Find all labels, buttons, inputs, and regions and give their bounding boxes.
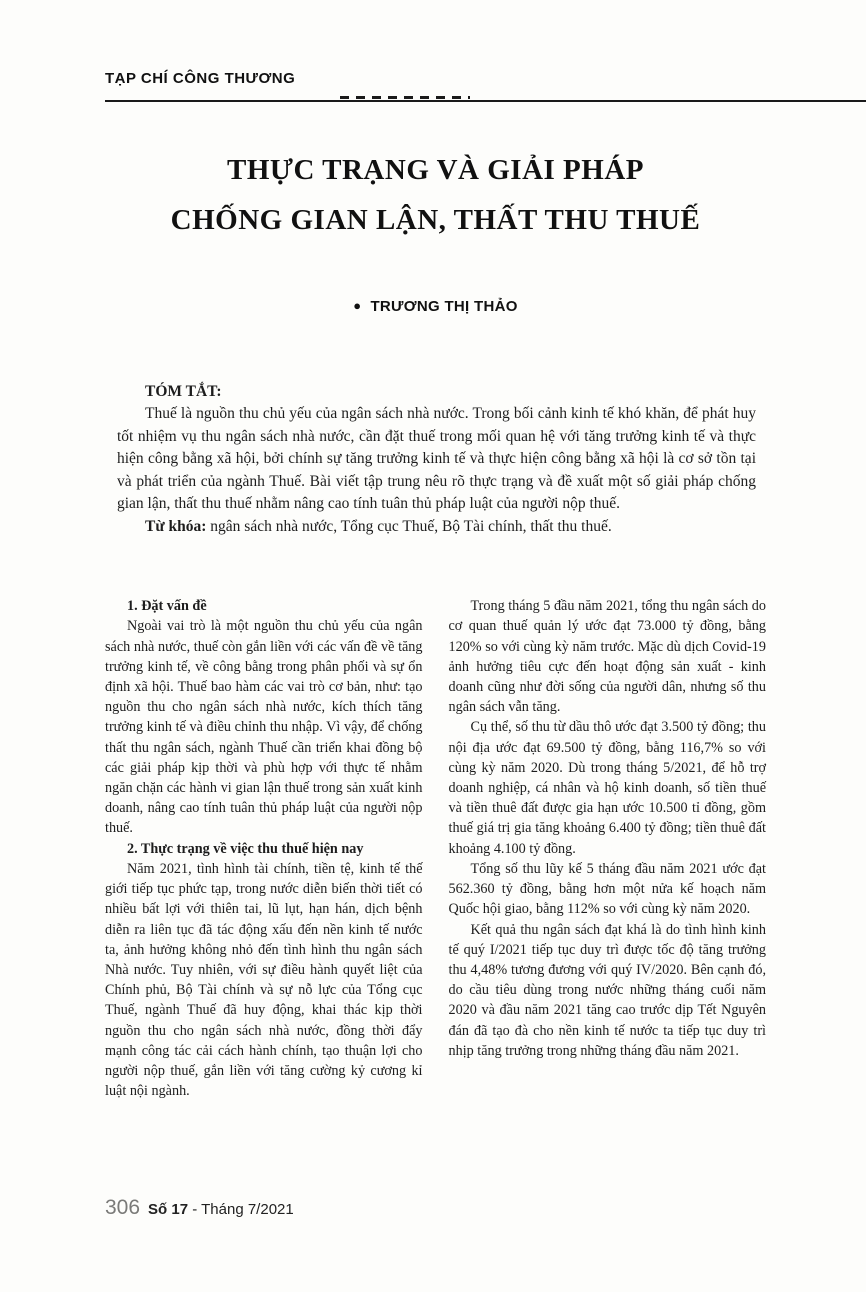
keywords-text: ngân sách nhà nước, Tổng cục Thuế, Bộ Tài chính, thất thu thuế. <box>206 517 612 535</box>
author-bullet-icon: ● <box>353 297 362 313</box>
column-right <box>449 596 767 1101</box>
article-title-line1: THỰC TRẠNG VÀ GIẢI PHÁP <box>227 154 644 186</box>
journal-masthead: TẠP CHÍ CÔNG THƯƠNG <box>105 70 296 87</box>
section-2-heading: 2. Thực trạng về việc thu thuế hiện nay <box>127 840 364 857</box>
section-2-paragraph-3: Cụ thể, số thu từ dầu thô ước đạt 3.500 tỷ đồng; thu nội địa ước đạt 69.500 tỷ đồng, bằng 116,7% so với cùng kỳ năm 2020. Dù trong tháng 5/2021, để hỗ trợ doanh nghiệp, cá nhân và hộ kinh doanh, số tiền thuế và tiền thuê đất được gia hạn ước 10.500 tỉ đồng, gồm thuế giá trị gia tăng khoảng 6.400 tỷ đồng; tiền thuê đất khoảng 4.100 tỷ đồng. <box>448 719 766 857</box>
article-title-line2: CHỐNG GIAN LẬN, THẤT THU THUẾ <box>170 203 701 236</box>
keywords-line <box>117 516 756 539</box>
section-2-paragraph-1: Năm 2021, tình hình tài chính, tiền tệ, kinh tế thế giới tiếp tục phức tạp, trong nước diễn biến thời tiết có nhiều bất lợi với thiên tai, lũ lụt, hạn hán, dịch bệnh diễn ra liên tục đã tác động xấu đến nền kinh tế nước ta, ảnh hưởng không nhỏ đến tình hình thu ngân sách Nhà nước. Tuy nhiên, với sự điều hành quyết liệt của Chính phủ, Bộ Tài chính và sự nỗ lực của Tổng cục Thuế, ngành Thuế đã huy động, khai thác kịp thời nguồn thu cho ngân sách nhà nước, đồng thời đẩy mạnh công tác cải cách hành chính, tạo thuận lợi cho người nộp thuế, gắn liền với tăng cường kỷ cương kỉ luật nội ngành. <box>105 860 423 1100</box>
header-rule-line <box>105 100 866 102</box>
issue-label: Số 17 <box>148 1201 189 1218</box>
author-line <box>105 298 766 315</box>
page-number: 306 <box>105 1196 141 1219</box>
page-footer <box>105 1196 294 1220</box>
section-2-paragraph-5: Kết quả thu ngân sách đạt khá là do tình hình kinh tế quý I/2021 tiếp tục duy trì được tốc độ tăng trưởng thu 4,48% tương đương với quý IV/2020. Bên cạnh đó, do cầu tiêu dùng trong nước những tháng cuối năm 2020 và đầu năm 2021 tăng cao trước dịp Tết Nguyên đán đã tạo đà cho nền kinh tế nước ta tiếp tục duy trì nhịp tăng trưởng trong những tháng đầu năm 2021. <box>448 921 766 1059</box>
header-rule <box>105 96 866 102</box>
header-rule-dashes <box>340 96 470 99</box>
article-body <box>105 596 766 1101</box>
issue-date: - Tháng 7/2021 <box>188 1201 294 1218</box>
section-2-paragraph-2: Trong tháng 5 đầu năm 2021, tổng thu ngân sách do cơ quan thuế quản lý ước đạt 73.000 tỷ đồng, bằng 120% so với cùng kỳ năm trước. Mặc dù dịch Covid-19 ảnh hưởng tiêu cực đến hoạt động sản xuất - kinh doanh cũng như đời sống của người dân, nhưng số thu ngân sách vẫn tăng. <box>448 598 766 716</box>
abstract-section <box>105 381 766 539</box>
abstract-heading: TÓM TẮT: <box>145 382 222 400</box>
author-name: TRƯƠNG THỊ THẢO <box>370 297 518 315</box>
column-left <box>105 596 423 1101</box>
article-title <box>105 146 766 246</box>
section-2-paragraph-4: Tổng số thu lũy kế 5 tháng đầu năm 2021 ước đạt 562.360 tỷ đồng, bằng hơn một nửa kế hoạch năm Quốc hội giao, bằng 112% so với cùng kỳ năm 2020. <box>448 860 766 918</box>
section-1-paragraph: Ngoài vai trò là một nguồn thu chủ yếu của ngân sách nhà nước, thuế còn gắn liền với các vấn đề về tăng trưởng kinh tế, về công bằng trong phân phối và sự ổn định xã hội. Thuế bao hàm các vai trò cơ bản, như: tạo nguồn thu cho ngân sách nhà nước, kích thích tăng trưởng kinh tế và điều chỉnh thu nhập. Vì vậy, để chống thất thu ngân sách, ngành Thuế cần triển khai đồng bộ các giải pháp kịp thời và phù hợp với thực tế nhằm ngăn chặn các hành vi gian lận thuế trong sản xuất kinh doanh, nâng cao tính tuân thủ pháp luật của người nộp thuế. <box>105 618 423 837</box>
page-content <box>105 70 766 1101</box>
section-1-heading: 1. Đặt vấn đề <box>127 598 207 615</box>
abstract-body: Thuế là nguồn thu chủ yếu của ngân sách nhà nước. Trong bối cảnh kinh tế khó khăn, để phát huy tốt nhiệm vụ thu ngân sách nhà nước, cần đặt thuế trong mối quan hệ với tăng trưởng kinh tế và thực hiện công bằng xã hội, bởi chính sự tăng trưởng kinh tế và thực hiện công bằng xã hội là cơ sở tồn tại và phát triển của ngành Thuế. Bài viết tập trung nêu rõ thực trạng và đề xuất một số giải pháp chống gian lận, thất thu thuế nhằm nâng cao tính tuân thủ pháp luật của người nộp thuế. <box>117 405 756 513</box>
keywords-label: Từ khóa: <box>145 517 207 535</box>
